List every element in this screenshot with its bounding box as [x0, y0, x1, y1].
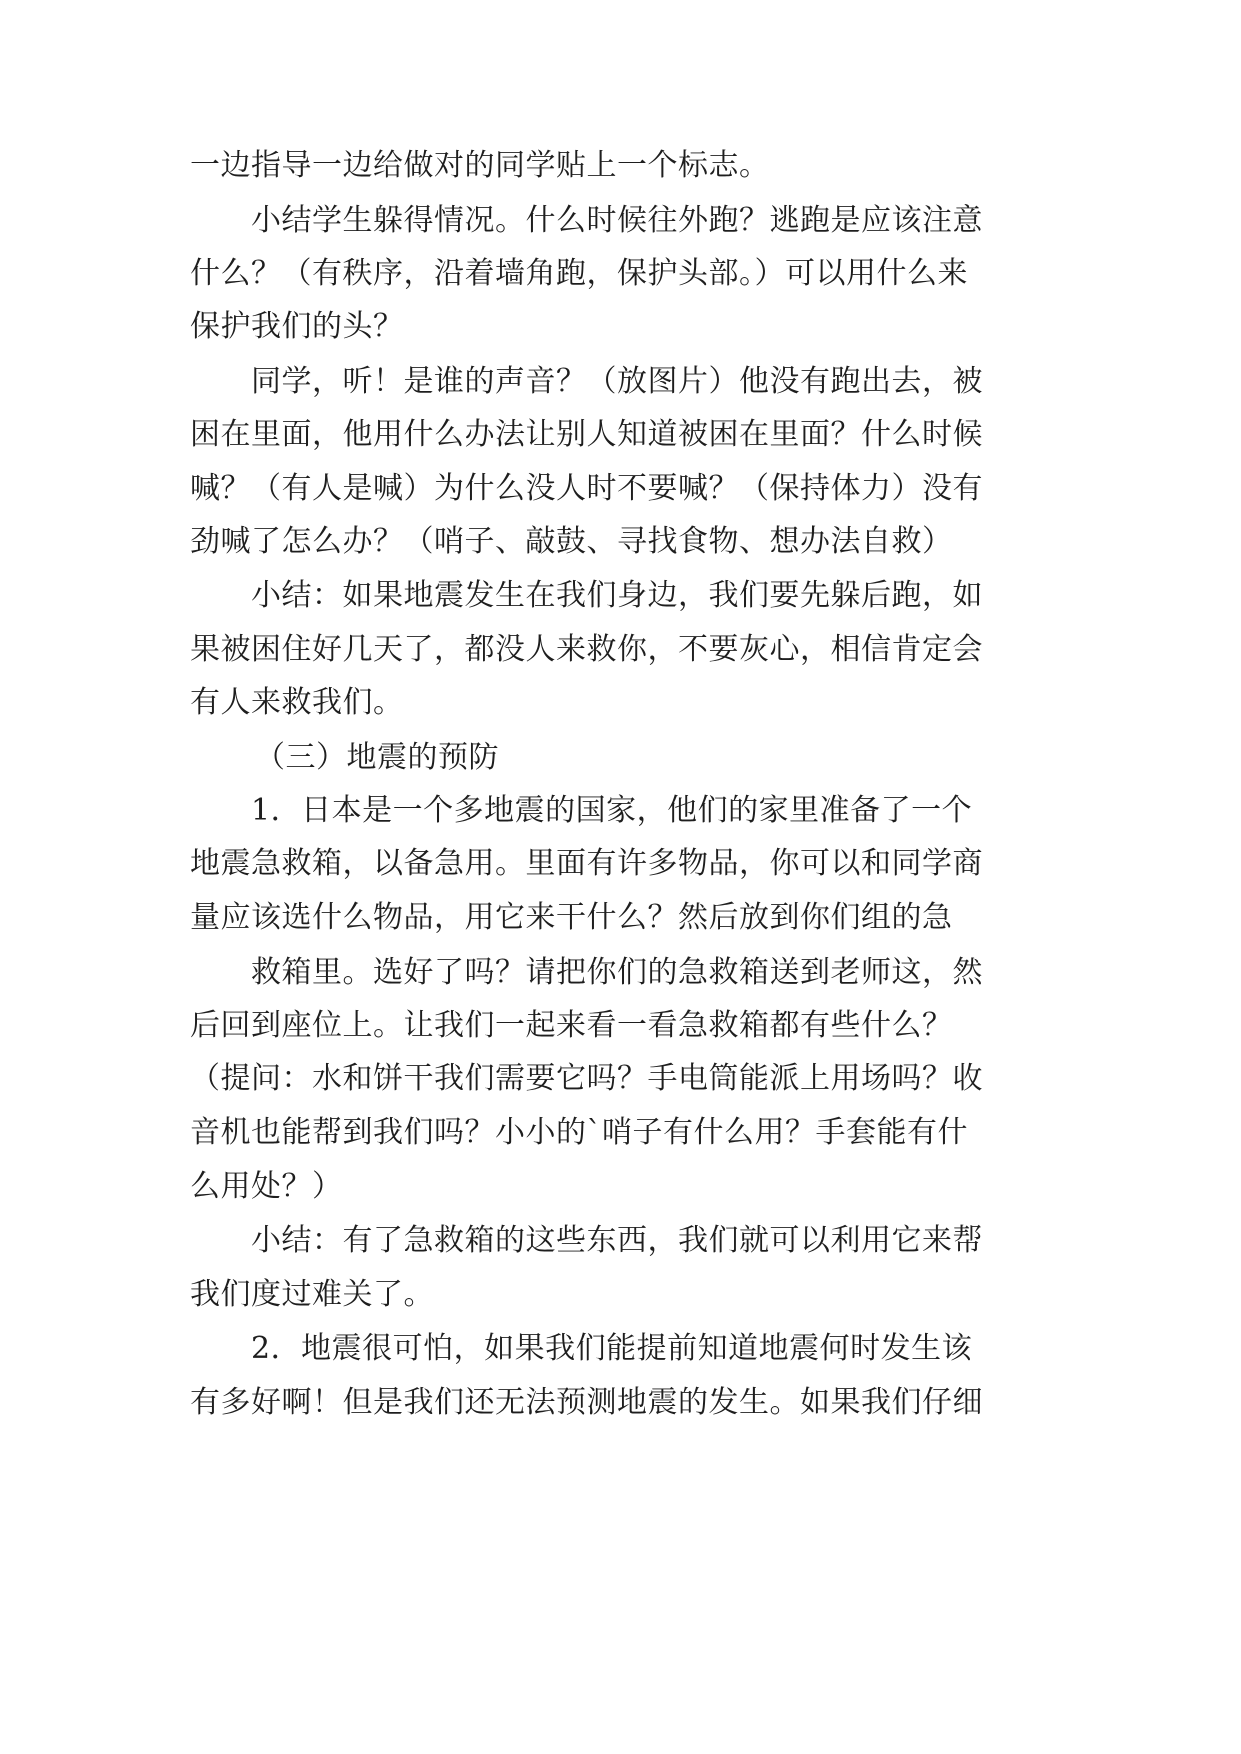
text-line: 量应该选什么物品，用它来干什么？然后放到你们组的急 — [190, 900, 953, 935]
text-line: 困在里面，他用什么办法让别人知道被困在里面？什么时候 — [190, 417, 983, 452]
text-line: 果被困住好几天了，都没人来救你，不要灰心，相信肯定会 — [190, 632, 983, 667]
text-line: 有多好啊！但是我们还无法预测地震的发生。如果我们仔细 — [190, 1385, 983, 1420]
text-line: 1．日本是一个多地震的国家，他们的家里准备了一个 — [251, 793, 973, 828]
text-line: 小结学生躲得情况。什么时候往外跑？逃跑是应该注意 — [251, 203, 983, 238]
text-line: 2．地震很可怕，如果我们能提前知道地震何时发生该 — [251, 1331, 973, 1366]
text-line: 后回到座位上。让我们一起来看一看急救箱都有些什么？ — [190, 1008, 953, 1043]
text-line: 地震急救箱，以备急用。里面有许多物品，你可以和同学商 — [190, 846, 983, 881]
text-line: 救箱里。选好了吗？请把你们的急救箱送到老师这，然 — [251, 955, 983, 990]
text-line: （提问：水和饼干我们需要它吗？手电筒能派上用场吗？收 — [190, 1061, 983, 1096]
text-line: 么用处？） — [190, 1169, 343, 1204]
text-line: 劲喊了怎么办？（哨子、敲鼓、寻找食物、想办法自救） — [190, 524, 953, 559]
text-line: 喊？（有人是喊）为什么没人时不要喊？（保持体力）没有 — [190, 471, 983, 506]
text-line: 我们度过难关了。 — [190, 1277, 434, 1312]
text-line: 同学，听！是谁的声音？（放图片）他没有跑出去，被 — [251, 364, 983, 399]
text-line: 一边指导一边给做对的同学贴上一个标志。 — [190, 148, 770, 183]
text-line: 保护我们的头？ — [190, 309, 404, 344]
text-line: 小结：如果地震发生在我们身边，我们要先躲后跑，如 — [251, 578, 983, 613]
text-line: 小结：有了急救箱的这些东西，我们就可以利用它来帮 — [251, 1223, 983, 1258]
text-line: 有人来救我们。 — [190, 685, 404, 720]
section-heading: （三）地震的预防 — [255, 740, 499, 775]
text-line: 音机也能帮到我们吗？小小的`哨子有什么用？手套能有什 — [190, 1115, 968, 1150]
text-line: 什么？（有秩序，沿着墙角跑，保护头部。）可以用什么来 — [190, 256, 968, 291]
